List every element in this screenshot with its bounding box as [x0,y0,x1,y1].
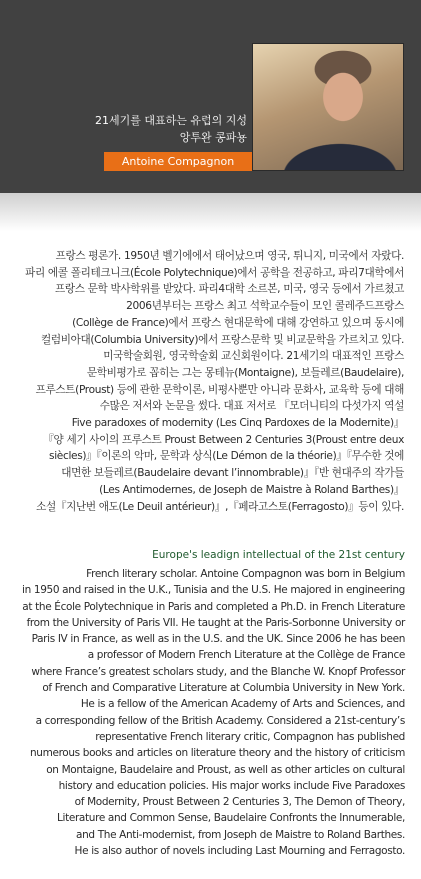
english-bio-line: numerous books and articles on literature theory and the history of criticism [29,747,405,760]
english-bio-line: from the University of Paris VII. He taught at the Paris-Sorbonne University or [26,616,405,629]
english-bio-line: and The Anti-modernist, from Joseph de Maistre to Roland Barthes. [76,828,405,841]
header-fade [0,193,421,231]
english-bio-line: Literature and Common Sense, Baudelaire Confronts the Innumerable, [57,812,405,825]
english-bio-line: He is a fellow of the American Academy of Arts and Sciences, and [80,698,405,711]
english-bio-line: at the École Polytechnique in Paris and completed a Ph.D. in French Literature [22,600,405,613]
korean-bio-line: 『양 세기 사이의 프루스트 Proust Between 2 Centuries 3(Proust entre deux [43,433,404,446]
english-bio-line: where France’s greatest scholars study, and the Blanche W. Knopf Professor [31,665,405,678]
korean-bio-line: 2006년부터는 프랑스 최고 석학교수들이 모인 콜레주드프랑스 [126,300,404,313]
korean-bio-line: (Les Antimodernes, de Joseph de Maistre à Roland Barthes)』 [99,483,404,496]
author-korean-name: 앙투완 콩파뇽 [179,131,247,144]
author-name-tab: Antoine Compagnon [104,152,252,171]
korean-bio-line: 프루스트(Proust) 등에 관한 문학이론, 비평사뿐만 아니라 문화사, 교육학 등에 대해 [35,383,404,396]
korean-bio-line: 컬럼비아대(Columbia University)에서 프랑스문학 및 비교문학을 가르치고 있다. [40,333,404,346]
english-bio-line: French literary scholar. Antoine Compagnon was born in Belgium [86,568,405,580]
korean-bio-line: 파리 에콜 폴리테크니크(École Polytechnique)에서 공학을 전공하고, 파리7대학에서 [25,266,404,279]
korean-bio-line: 프랑스 평론가. 1950년 벨기에에서 태어났으며 영국, 튀니지, 미국에서 자랐다. [55,250,404,262]
korean-bio-line: 문학비평가로 꼽히는 그는 몽테뉴(Montaigne), 보들레르(Baudelaire), [86,366,404,379]
english-bio-line: a professor of Modern French Literature at the Collège de France [87,649,405,662]
english-section-title: Europe's leadign intellectual of the 21st century [152,549,405,561]
english-bio-line: of Modernity, Proust Between 2 Centuries 3, The Demon of Theory, [74,796,405,809]
english-bio-line: in 1950 and raised in the U.K., Tunisia and the U.S. He majored in engineering [22,584,405,597]
korean-bio-line: 대면한 보들레르(Baudelaire devant l’innombrable)』『반 현대주의 작가들 [61,467,404,480]
korean-bio-line: 소설『지난번 애도(Le Deuil antérieur)』,『페라고스토(Ferragosto)』등이 있다. [36,500,404,513]
english-bio-line: of French and Comparative Literature at Columbia University in New York. [42,682,405,695]
english-bio-line: history and education policies. His major works include Five Paradoxes [58,779,405,792]
english-biography [0,566,405,859]
author-title-block [95,112,247,146]
english-bio-line: on Montaigne, Baudelaire and Proust, as well as other articles on cultural [46,763,405,776]
author-subtitle: 21세기를 대표하는 유럽의 지성 [95,114,247,127]
korean-bio-line: (Collège de France)에서 프랑스 현대문학에 대해 강연하고 있으며 동시에 [72,316,404,329]
english-bio-line: He is also author of novels including Last Mourning and Ferragosto. [74,845,405,858]
korean-bio-line: 프랑스 문학 박사학위를 받았다. 파리4대학 소르본, 미국, 영국 등에서 가르쳤고 [55,283,404,296]
author-portrait-image [252,43,404,171]
korean-bio-line: Five paradoxes of modernity (Les Cinq Pardoxes de la Modernite)』 [71,417,404,430]
korean-bio-line: siècles)』『이론의 악마, 문학과 상식(Le Démon de la théorie)』『무수한 것에 [49,450,404,463]
english-bio-line: representative French literary critic, Compagnon has published [95,730,405,743]
english-bio-line: Paris IV in France, as well as in the U.S. and the UK. Since 2006 he has been [31,633,405,646]
korean-biography [0,248,404,515]
english-bio-line: a corresponding fellow of the British Academy. Considered a 21st-century’s [35,714,405,727]
korean-bio-line: 미국학술회원, 영국학술회 교신회원이다. 21세기의 대표적인 프랑스 [103,350,404,363]
korean-bio-line: 수많은 저서와 논문을 썼다. 대표 저서로 『모더니티의 다섯가지 역설 [99,400,404,413]
